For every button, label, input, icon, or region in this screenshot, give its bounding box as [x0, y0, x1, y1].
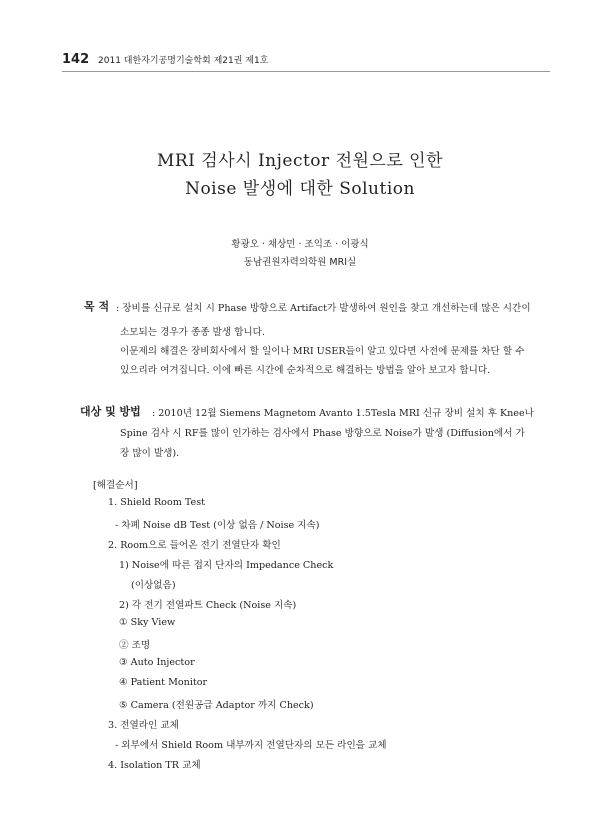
list-item: (이상없음)	[131, 580, 176, 591]
purpose-line-1: : 장비를 신규로 설치 시 Phase 방향으로 Artifact가 발생하여 원인을 찾고 개선하는데 많은 시간이	[116, 303, 531, 314]
running-header	[62, 52, 268, 67]
list-item: ⑤ Camera (전원공급 Adaptor 까지 Check)	[119, 700, 314, 711]
methods-line-3: 장 많이 발생).	[120, 448, 180, 459]
purpose-line-4: 있으리라 여겨집니다. 이에 빠른 시간에 순차적으로 해결하는 방법을 알아 보고자 합니다.	[120, 365, 491, 376]
title-line-1: MRI 검사시 Injector 전원으로 인한	[156, 151, 444, 171]
list-item: 2) 각 전기 전열파트 Check (Noise 지속)	[119, 600, 297, 611]
list-item: ④ Patient Monitor	[119, 677, 208, 688]
list-item: - 외부에서 Shield Room 내부까지 전열단자의 모든 라인을 교체	[115, 740, 387, 751]
purpose-line-2: 소모되는 경우가 종종 발생 합니다.	[120, 327, 265, 338]
methods-label: 대상 및 방법	[80, 405, 141, 418]
purpose-line-3: 이문제의 해결은 장비회사에서 할 일이나 MRI USER들이 알고 있다면 사전에 문제를 차단 할 수	[120, 346, 525, 357]
list-item: 4. Isolation TR 교체	[108, 760, 201, 771]
list-item: ① Sky View	[119, 617, 176, 628]
methods-line-2: Spine 검사 시 RF를 많이 인가하는 검사에서 Phase 방향으로 Noise가 발생 (Diffusion에서 가	[120, 428, 525, 439]
list-item: ③ Auto Injector	[119, 657, 195, 668]
journal-name: 2011 대한자기공명기술학회 제21권 제1호	[98, 56, 269, 66]
list-item: - 차폐 Noise dB Test (이상 없음 / Noise 지속)	[115, 520, 320, 531]
author-affiliation: 동남권원자력의학원 MRI실	[243, 257, 357, 268]
list-item: 1. Shield Room Test	[108, 497, 205, 508]
list-item: 2. Room으로 들어온 전기 전열단자 확인	[108, 540, 281, 551]
list-item: ② 조명	[119, 640, 151, 651]
header-rule	[62, 71, 550, 72]
list-item: 1) Noise에 따른 접지 단자의 Impedance Check	[119, 560, 334, 571]
title-line-2: Noise 발생에 대한 Solution	[185, 179, 415, 199]
solution-heading: [해결순서]	[93, 480, 138, 491]
page-number: 142	[62, 52, 90, 67]
purpose-label: 목 적	[84, 300, 110, 313]
list-item: 3. 전열라인 교체	[108, 720, 179, 731]
author-names: 황광오 · 채상민 · 조익조 · 이광식	[231, 239, 369, 250]
methods-line-1: : 2010년 12월 Siemens Magnetom Avanto 1.5Tesla MRI 신규 장비 설치 후 Knee나	[152, 408, 534, 419]
